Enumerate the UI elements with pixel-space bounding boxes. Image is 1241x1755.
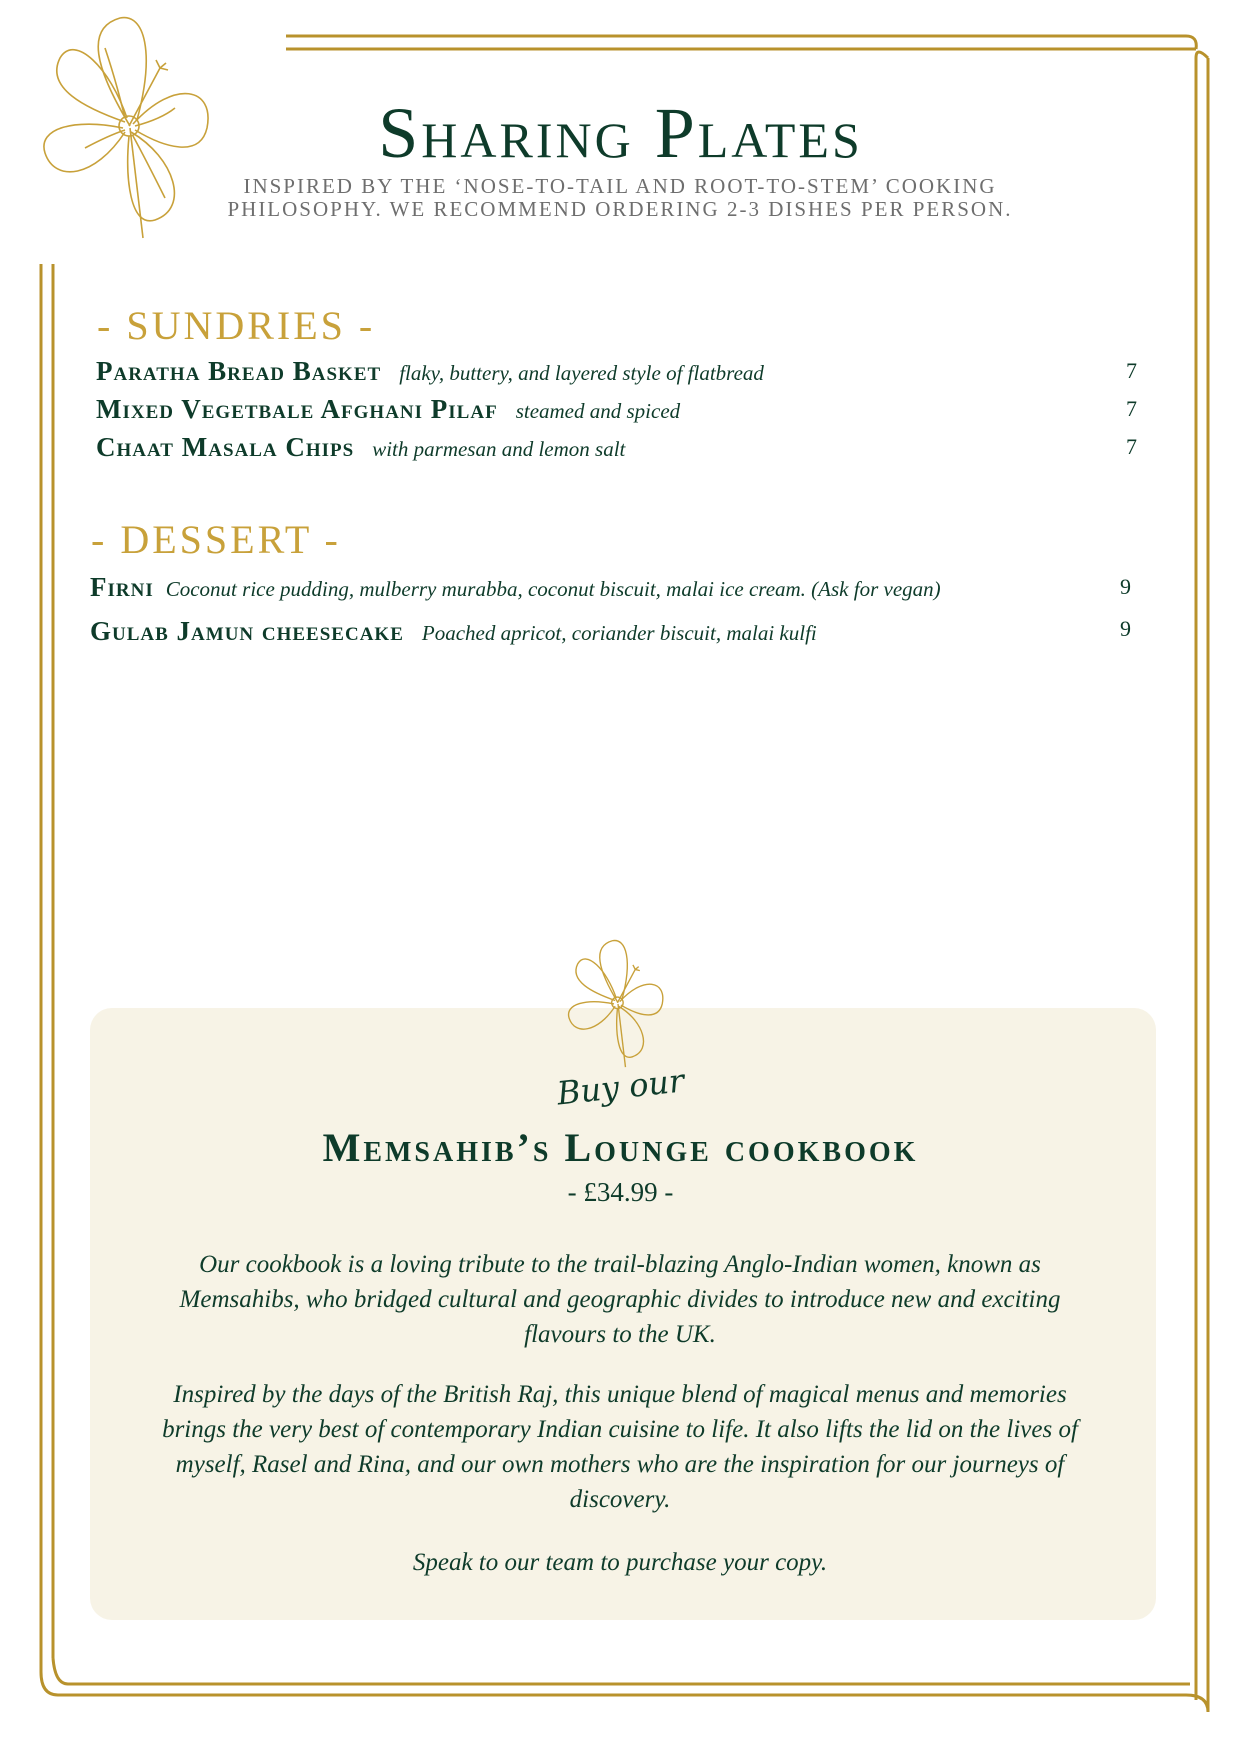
cookbook-title: Memsahib’s Lounge cookbook [322, 1125, 919, 1170]
hibiscus-flower-icon [553, 935, 683, 1070]
menu-item [90, 572, 941, 603]
section-heading-dessert: - DESSERT - [91, 517, 341, 562]
menu-item-name: Paratha Bread Basket [96, 356, 382, 386]
menu-item-name: Gulab Jamun cheesecake [90, 616, 404, 646]
menu-item-price: 7 [1126, 434, 1137, 459]
menu-item [90, 616, 817, 647]
menu-item-price: 9 [1120, 616, 1131, 641]
menu-item-description: flaky, buttery, and layered style of flatbread [399, 361, 764, 385]
menu-item-price: 9 [1120, 574, 1131, 599]
menu-item-name: Chaat Masala Chips [96, 432, 355, 462]
menu-item [96, 394, 680, 425]
page-title: Sharing Plates [378, 93, 863, 173]
menu-item-name: Firni [90, 572, 154, 602]
cookbook-price: - £34.99 - [567, 1177, 674, 1207]
promo-paragraph-1: Our cookbook is a loving tribute to the trail-blazing Anglo-Indian women, known as Memsahibs, who bridged cultural and geographic divides to introduce new and exciting flavours to the UK. [179, 1251, 1061, 1348]
menu-item-description: steamed and spiced [515, 399, 681, 423]
menu-item-price: 7 [1126, 396, 1137, 421]
buy-our-label: Buy our [555, 1061, 686, 1113]
menu-item-price: 7 [1126, 358, 1137, 383]
menu-item-name: Mixed Vegetbale Afghani Pilaf [96, 394, 498, 424]
section-heading-sundries: - SUNDRIES - [97, 303, 376, 348]
menu-item-description: Poached apricot, coriander biscuit, malai kulfi [421, 621, 817, 645]
menu-item [96, 356, 764, 387]
page-subtitle: INSPIRED BY THE ‘NOSE-TO-TAIL AND ROOT-TO-STEM’ COOKING PHILOSOPHY. WE RECOMMEND ORDERING 2-3 DISHES PER PERSON. [227, 174, 1013, 221]
menu-item-description: with parmesan and lemon salt [372, 437, 626, 461]
promo-paragraph-2: Inspired by the days of the British Raj, this unique blend of magical menus and memories brings the very best of contemporary Indian cuisine to life. It also lifts the lid on the lives of myself, Rasel and Rina, and our own mothers who are the inspiration for our journeys of discovery. [162, 1381, 1078, 1513]
menu-item [96, 432, 625, 463]
promo-paragraph-3: Speak to our team to purchase your copy. [412, 1549, 828, 1576]
menu-item-description: Coconut rice pudding, mulberry murabba, coconut biscuit, malai ice cream. (Ask for vegan) [165, 577, 941, 601]
